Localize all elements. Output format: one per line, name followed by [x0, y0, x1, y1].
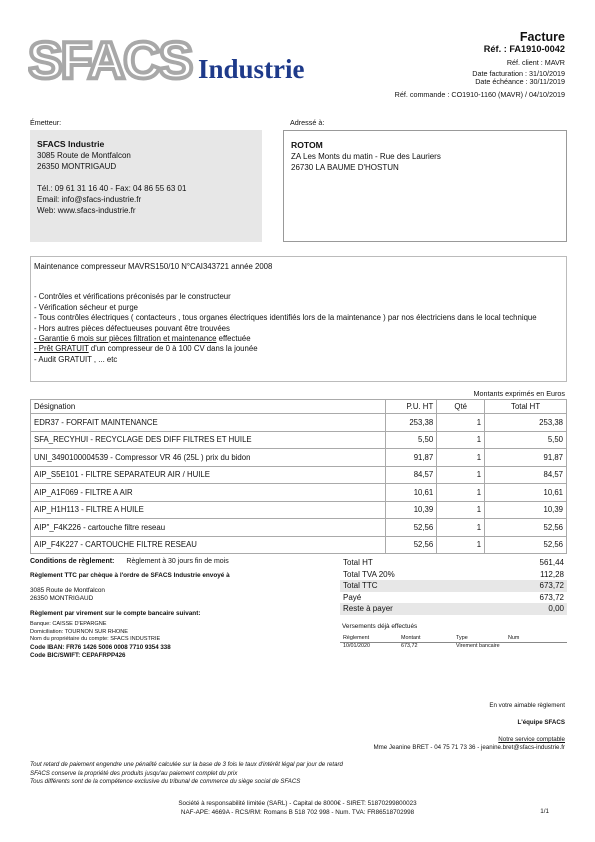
description-line: - Tous contrôles électriques ( contacteurs , tous organes électriques identifiés lors de la maintenance ) par nos électriciens dans le local technique [34, 313, 537, 323]
total-value: 0,00 [489, 603, 567, 615]
total-label: Payé [343, 592, 362, 602]
row-designation: AIP"_F4K226 - cartouche filtre reseau [31, 519, 386, 537]
row-total: 52,56 [485, 519, 567, 537]
total-value: 112,28 [540, 569, 564, 579]
total-row [340, 592, 567, 604]
guarantee-text: - Garantie 6 mois sur pièces filtration et maintenance [34, 334, 217, 344]
totals-table [340, 557, 567, 615]
col-unit-price: P.U. HT [386, 400, 437, 414]
cheque-address-1: 3085 Route de Montfalcon [30, 586, 105, 594]
row-total: 5,50 [485, 431, 567, 449]
table-row [31, 501, 567, 519]
row-total: 253,38 [485, 414, 567, 432]
payment-terms [30, 558, 330, 566]
payment-terms-value: Règlement à 30 jours fin de mois [126, 558, 229, 565]
row-unit-price: 10,39 [386, 501, 437, 519]
col-payment-date: Règlement [340, 634, 398, 642]
description-line: - Vérification sécheur et purge [34, 302, 139, 312]
team-signature: L'équipe SFACS [517, 719, 565, 726]
sender-label: Émetteur: [30, 118, 62, 127]
closing-line: En votre aimable règlement [489, 702, 565, 709]
sender-phone: Tél.: 09 61 31 16 40 - Fax: 04 86 55 63 01 [37, 184, 187, 193]
description-line [34, 344, 563, 354]
recipient-box [283, 130, 567, 242]
bank-name: Banque: CAISSE D'EPARGNE [30, 621, 107, 628]
row-quantity: 1 [437, 414, 485, 432]
description-box [30, 256, 567, 382]
payment-date: 10/01/2020 [343, 643, 370, 650]
col-total: Total HT [485, 400, 567, 414]
recipient-address-2: 26730 LA BAUME D'HOSTUN [291, 163, 399, 172]
row-designation: SFA_RECYHUI - RECYCLAGE DES DIFF FILTRES ET HUILE [31, 431, 386, 449]
description-line [34, 334, 563, 344]
footer-line-2: NAF-APE: 4669A - RCS/RM: Romans B 518 702 998 - Num. TVA: FR86518702998 [180, 809, 415, 816]
legal-notes [30, 761, 343, 787]
due-date: Date échéance : 30/11/2019 [475, 77, 565, 86]
row-unit-price: 91,87 [386, 449, 437, 467]
row-total: 52,56 [485, 536, 567, 554]
currency-note: Montants exprimés en Euros [473, 389, 565, 398]
recipient-name: ROTOM [291, 140, 323, 150]
row-total: 91,87 [485, 449, 567, 467]
iban-code: Code IBAN: FR76 1426 5006 0008 7710 9354 338 [30, 643, 171, 651]
row-designation: AIP_A1F069 - FILTRE A AIR [31, 484, 386, 502]
table-row [31, 536, 567, 554]
recipient-label: Adressé à: [290, 118, 325, 127]
logo-industrie-text: Industrie [198, 54, 305, 84]
sender-box [30, 130, 262, 242]
row-total: 84,57 [485, 466, 567, 484]
sender-website[interactable]: Web: www.sfacs-industrie.fr [37, 206, 136, 215]
row-designation: AIP_F4K227 - CARTOUCHE FILTRE RESEAU [31, 536, 386, 554]
footer [0, 799, 595, 817]
col-quantity: Qté [437, 400, 485, 414]
payments-header-row [340, 634, 567, 642]
table-row [31, 466, 567, 484]
items-table [30, 399, 567, 554]
col-payment-type: Type [453, 634, 505, 642]
total-value: 673,72 [489, 580, 567, 592]
total-row [340, 557, 567, 569]
row-total: 10,39 [485, 501, 567, 519]
row-total: 10,61 [485, 484, 567, 502]
row-unit-price: 253,38 [386, 414, 437, 432]
row-unit-price: 52,56 [386, 519, 437, 537]
client-ref: Réf. client : MAVR [506, 58, 565, 67]
row-quantity: 1 [437, 519, 485, 537]
invoice-ref: Réf. : FA1910-0042 [483, 44, 565, 54]
description-title: Maintenance compresseur MAVRS150/10 N°CAI343721 année 2008 [34, 262, 273, 271]
payments-title: Versements déjà effectués [342, 623, 418, 630]
row-unit-price: 84,57 [386, 466, 437, 484]
sender-address-1: 3085 Route de Montfalcon [37, 151, 131, 160]
total-value: 673,72 [539, 592, 564, 602]
row-quantity: 1 [437, 449, 485, 467]
order-ref: Réf. commande : CO1910-1160 (MAVR) / 04/10/2019 [394, 90, 565, 99]
transfer-title: Règlement par virement sur le compte bancaire suivant: [30, 609, 201, 617]
description-line: - Contrôles et vérifications préconisés par le constructeur [34, 292, 231, 302]
free-loan-text: - Prêt GRATUIT [34, 344, 89, 354]
row-designation: UNI_3490100004539 - Compressor VR 46 (25L ) prix du bidon [31, 449, 386, 467]
row-unit-price: 52,56 [386, 536, 437, 554]
legal-note: Tous différents sont de la compétence exclusive du tribunal de commerce du siège social de SFACS [30, 778, 301, 786]
payment-row [340, 642, 567, 650]
invoice-title: Facture [519, 30, 565, 44]
row-quantity: 1 [437, 484, 485, 502]
cheque-address-2: 26350 MONTRIGAUD [30, 595, 94, 603]
page-number: 1/1 [540, 808, 549, 815]
accounting-service: Notre service comptable [498, 736, 565, 743]
payment-conditions [30, 558, 330, 660]
legal-note: SFACS conserve la propriété des produits jusqu'au paiement complet du prix [30, 769, 238, 777]
row-unit-price: 10,61 [386, 484, 437, 502]
row-quantity: 1 [437, 536, 485, 554]
company-logo [28, 30, 318, 90]
logo-sfacs-text: SFACS [28, 32, 192, 90]
recipient-address-1: ZA Les Monts du matin - Rue des Lauriers [291, 152, 441, 161]
total-label: Total TTC [340, 580, 489, 592]
table-row [31, 484, 567, 502]
invoice-date: Date facturation : 31/10/2019 [472, 69, 565, 78]
table-row [31, 519, 567, 537]
row-designation: AIP_H1H113 - FILTRE A HUILE [31, 501, 386, 519]
description-line: - Audit GRATUIT , ... etc [34, 354, 118, 364]
table-row [31, 449, 567, 467]
row-designation: EDR37 - FORFAIT MAINTENANCE [31, 414, 386, 432]
total-row [340, 603, 567, 615]
row-quantity: 1 [437, 501, 485, 519]
sender-address-2: 26350 MONTRIGAUD [37, 162, 117, 171]
col-designation: Désignation [31, 400, 386, 414]
total-label: Total TVA 20% [343, 569, 395, 579]
payments-table [340, 634, 567, 650]
col-payment-amount: Montant [398, 634, 453, 642]
table-row [31, 414, 567, 432]
accounting-contact: Mme Jeanine BRET - 04 75 71 73 36 - jeanine.bret@sfacs-industrie.fr [373, 744, 565, 751]
row-quantity: 1 [437, 466, 485, 484]
total-value: 561,44 [539, 558, 564, 568]
free-loan-suffix: d'un compresseur de 0 à 100 CV dans la jounée [88, 344, 258, 354]
table-header-row [31, 400, 567, 414]
bank-domiciliation: Domiciliation: TOURNON SUR RHONE [30, 628, 129, 635]
total-row [340, 569, 567, 581]
row-unit-price: 5,50 [386, 431, 437, 449]
payment-num [505, 642, 567, 650]
footer-line-1: Société à responsabilité limitée (SARL) - Capital de 8000€ - SIRET: 51870299800023 [178, 800, 417, 807]
sender-email[interactable]: Email: info@sfacs-industrie.fr [37, 195, 142, 204]
payment-amount: 673,72 [401, 643, 418, 650]
cheque-title: Règlement TTC par chèque à l'ordre de SFACS Industrie envoyé à [30, 572, 230, 580]
payment-terms-label: Conditions de règlement: [30, 558, 115, 565]
sender-name: SFACS Industrie [37, 139, 105, 149]
description-line: - Hors autres pièces défectueuses pouvant être trouvées [34, 323, 230, 333]
total-label: Total HT [343, 558, 373, 568]
account-owner: Nom du propriétaire du compte: SFACS INDUSTRIE [30, 636, 161, 643]
legal-note: Tout retard de paiement engendre une pénalité calculée sur la base de 3 fois le taux d'intérêt légal par jour de retard [30, 761, 343, 768]
row-designation: AIP_S5E101 - FILTRE SEPARATEUR AIR / HUILE [31, 466, 386, 484]
bic-code: Code BIC/SWIFT: CEPAFRPP426 [30, 651, 126, 659]
total-row [340, 580, 567, 592]
row-quantity: 1 [437, 431, 485, 449]
col-payment-num: Num [505, 634, 567, 642]
table-row [31, 431, 567, 449]
payment-type: Virement bancaire [456, 643, 500, 650]
total-label: Reste à payer [340, 603, 489, 615]
guarantee-suffix: effectuée [216, 334, 251, 344]
